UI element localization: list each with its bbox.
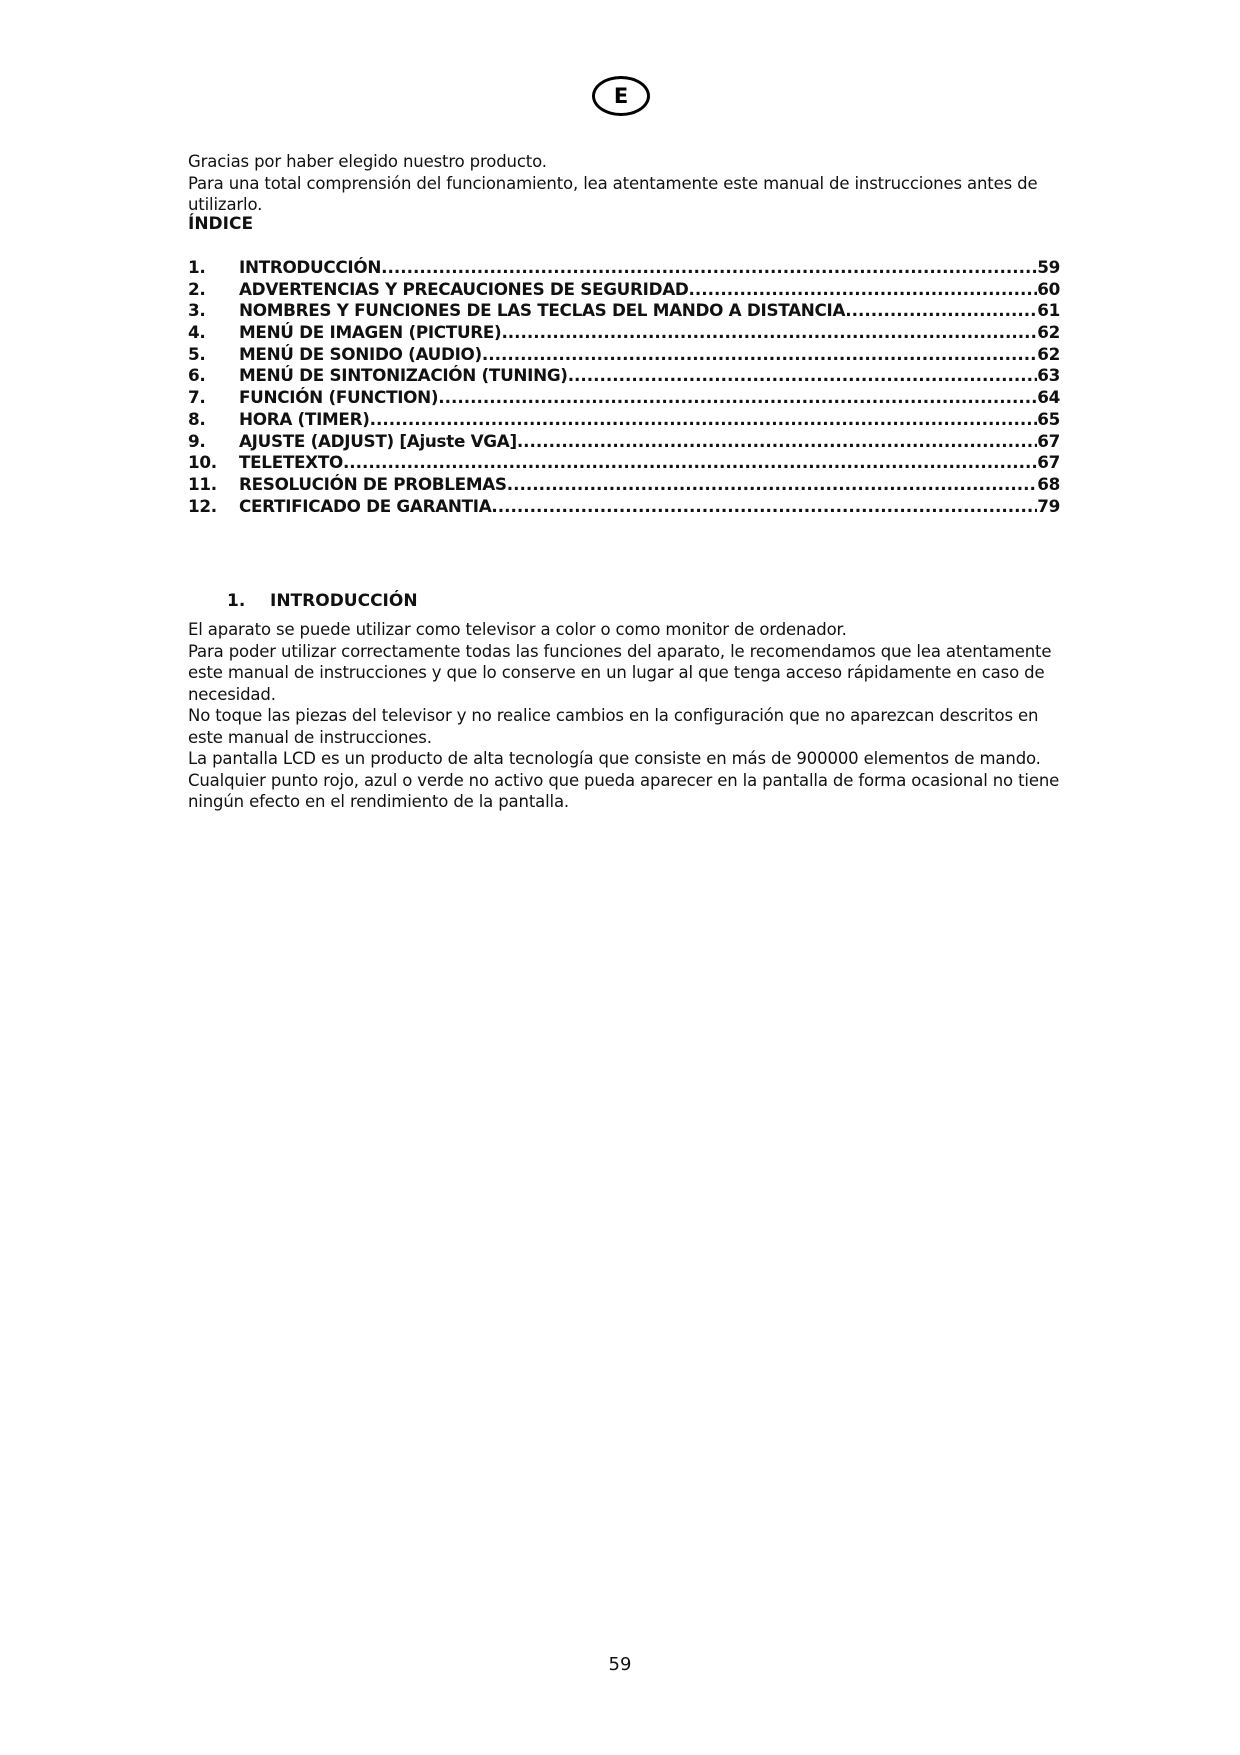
toc-entry-page: 68 [1037, 473, 1060, 494]
toc-entry[interactable] [188, 474, 1060, 496]
toc-entry-number: 4. [188, 322, 206, 343]
intro-line: Gracias por haber elegido nuestro producto. [188, 152, 547, 171]
toc-entry-number: 12. [188, 495, 217, 516]
toc-entry-page: 62 [1037, 343, 1060, 364]
toc-entry-page: 60 [1037, 278, 1060, 299]
toc-dot-leader [491, 496, 1037, 516]
section-heading [227, 591, 418, 611]
toc-entry[interactable] [188, 387, 1060, 409]
toc-entry-number: 9. [188, 430, 206, 451]
toc-entry[interactable] [188, 365, 1060, 387]
toc-dot-leader [689, 279, 1038, 299]
toc-entry-title: MENÚ DE SINTONIZACIÓN (TUNING) [239, 365, 568, 386]
toc-entry-title: MENÚ DE SONIDO (AUDIO) [239, 343, 482, 364]
toc-entry-page: 59 [1037, 257, 1060, 277]
body-paragraph: El aparato se puede utilizar como televisor a color o como monitor de ordenador. [188, 620, 847, 639]
toc-entry-title: MENÚ DE IMAGEN (PICTURE) [239, 322, 502, 343]
body-paragraph: La pantalla LCD es un producto de alta tecnología que consiste en más de 900000 elementos de mando. [188, 749, 1041, 768]
toc-dot-leader [845, 300, 1037, 320]
toc-entry[interactable] [188, 452, 1060, 474]
toc-entry[interactable] [188, 431, 1060, 453]
body-paragraph: Para poder utilizar correctamente todas las funciones del aparato, le recomendamos que lea atentamente este manual de instrucciones y que lo conserve en un lugar al que tenga acceso rápidamente en caso de necesidad. [188, 641, 1052, 704]
toc-entry-number: 5. [188, 343, 206, 364]
toc-entry-title: ADVERTENCIAS Y PRECAUCIONES DE SEGURIDAD [239, 278, 689, 299]
toc-entry-page: 63 [1037, 365, 1060, 386]
toc-entry-page: 67 [1037, 452, 1060, 473]
body-paragraph: Cualquier punto rojo, azul o verde no activo que pueda aparecer en la pantalla de forma ocasional no tiene ningún efecto en el rendimiento de la pantalla. [188, 770, 1060, 811]
toc-entry-number: 1. [188, 257, 206, 277]
toc-entry-number: 11. [188, 473, 217, 494]
toc-entry[interactable] [188, 300, 1060, 322]
toc-entry-title: TELETEXTO [239, 452, 343, 473]
toc-dot-leader [438, 387, 1037, 407]
toc-entry-page: 62 [1037, 322, 1060, 343]
toc-dot-leader [381, 257, 1037, 277]
section-number: 1. [227, 591, 246, 611]
toc-entry-page: 64 [1037, 387, 1060, 408]
toc-entry-title: HORA (TIMER) [239, 408, 370, 429]
toc-entry[interactable] [188, 279, 1060, 301]
intro-line: Para una total comprensión del funcionamiento, lea atentamente este manual de instrucciones antes de utilizarlo. [188, 173, 1038, 214]
toc-dot-leader [568, 365, 1038, 385]
toc-entry-page: 61 [1037, 300, 1060, 321]
index-title: ÍNDICE [188, 214, 254, 234]
toc-entry-number: 8. [188, 408, 206, 429]
toc-entry[interactable] [188, 344, 1060, 366]
toc-entry-title: FUNCIÓN (FUNCTION) [239, 387, 439, 408]
toc-entry-page: 65 [1037, 408, 1060, 429]
toc-entry-page: 79 [1037, 495, 1060, 516]
toc-dot-leader [501, 322, 1037, 342]
toc-entry-title: INTRODUCCIÓN [239, 257, 382, 277]
section-body [188, 619, 1068, 813]
toc-dot-leader [343, 452, 1037, 472]
intro-text [188, 151, 1068, 216]
toc-entry-title: AJUSTE (ADJUST) [Ajuste VGA] [239, 430, 517, 451]
section-title: INTRODUCCIÓN [270, 591, 418, 611]
toc-entry-title: CERTIFICADO DE GARANTIA [239, 495, 492, 516]
toc-entry-title: NOMBRES Y FUNCIONES DE LAS TECLAS DEL MANDO A DISTANCIA [239, 300, 846, 321]
page-number: 59 [608, 1654, 632, 1675]
toc-entry-number: 10. [188, 452, 217, 473]
toc-dot-leader [517, 431, 1037, 451]
toc-dot-leader [482, 344, 1037, 364]
toc-entry-title: RESOLUCIÓN DE PROBLEMAS [239, 473, 507, 494]
toc-entry-number: 2. [188, 278, 206, 299]
toc-entry-number: 6. [188, 365, 206, 386]
toc-entry-page: 67 [1037, 430, 1060, 451]
toc-dot-leader [370, 409, 1038, 429]
toc-dot-leader [507, 474, 1038, 494]
toc-entry-number: 3. [188, 300, 206, 321]
toc-entry[interactable] [188, 409, 1060, 431]
language-badge: E [592, 76, 650, 116]
toc-entry[interactable] [188, 257, 1060, 279]
toc-entry-number: 7. [188, 387, 206, 408]
table-of-contents [188, 257, 1060, 517]
toc-entry[interactable] [188, 496, 1060, 518]
toc-entry[interactable] [188, 322, 1060, 344]
body-paragraph: No toque las piezas del televisor y no realice cambios en la configuración que no aparezcan descritos en este manual de instrucciones. [188, 706, 1039, 747]
